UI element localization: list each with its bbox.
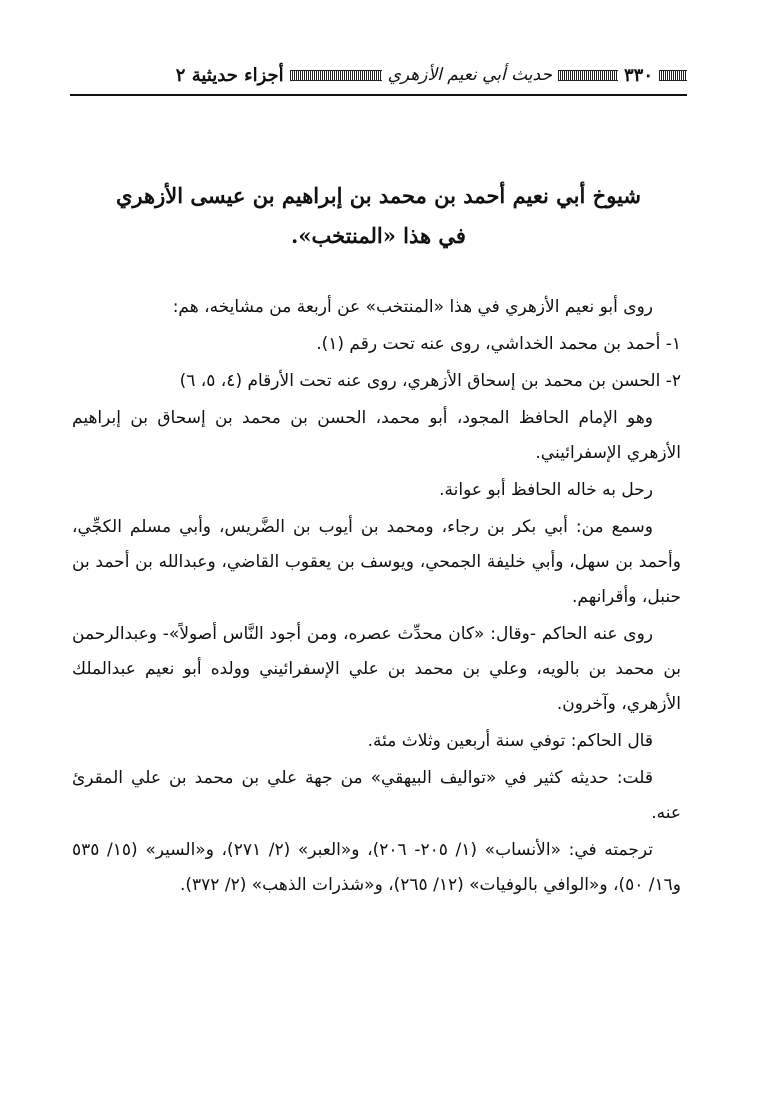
header-rule [70, 94, 687, 96]
list-item: ٢- الحسن بن محمد بن إسحاق الأزهري، روى عنه تحت الأرقام (٤، ٥، ٦) [179, 371, 681, 391]
book-title: حديث أبي نعيم الأزهري [387, 65, 552, 85]
bio-paragraph: قال الحاكم: توفي سنة أربعين وثلاث مئة. [367, 731, 653, 751]
bio-paragraph: روى عنه الحاكم -وقال: «كان محدِّث عصره، ومن أجود النَّاس أصولاً»- وعبدالرحمن بن محمد بن بالويه، وعلي بن محمد بن علي الإسفرائيني وولده أبو نعيم عبدالملك الأزهري، وآخرون. [72, 624, 681, 714]
intro-paragraph: روى أبو نعيم الأزهري في هذا «المنتخب» عن أربعة من مشايخه، هم: [172, 297, 653, 317]
bio-paragraph: وهو الإمام الحافظ المجود، أبو محمد، الحسن بن محمد بن إسحاق بن إبراهيم الأزهري الإسفرائيني. [72, 408, 681, 463]
header-ornament [659, 70, 687, 81]
running-header [70, 62, 687, 88]
bio-paragraph: وسمع من: أبي بكر بن رجاء، ومحمد بن أيوب بن الضَّريس، وأبي مسلم الكجِّي، وأحمد بن سهل، وأبي خليفة الجمحي، ويوسف بن يعقوب القاضي، وعبدالله بن أحمد بن حنبل، وأقرانهم. [72, 517, 681, 607]
bio-paragraph: قلت: حديثه كثير في «تواليف البيهقي» من جهة علي بن محمد بن علي المقرئ عنه. [72, 768, 681, 823]
header-ornament [558, 70, 618, 81]
collection-title: أجزاء حديثية ٢ [175, 64, 284, 86]
chapter-title-line-1: شيوخ أبي نعيم أحمد بن محمد بن إبراهيم بن عيسى الأزهري [116, 183, 641, 208]
chapter-title-line-2: في هذا «المنتخب». [291, 223, 466, 248]
header-ornament [290, 70, 382, 81]
page-number: ٣٣٠ [623, 64, 653, 86]
body-text [72, 290, 681, 905]
list-item: ١- أحمد بن محمد الخداشي، روى عنه تحت رقم (١). [316, 334, 681, 354]
bio-paragraph: رحل به خاله الحافظ أبو عوانة. [439, 480, 653, 500]
chapter-title [70, 176, 687, 256]
references-paragraph: ترجمته في: «الأنساب» (١/ ٢٠٥- ٢٠٦)، و«العبر» (٢/ ٢٧١)، و«السير» (١٥/ ٥٣٥ و١٦/ ٥٠)، و«الوافي بالوفيات» (١٢/ ٢٦٥)، و«شذرات الذهب» (٢/ ٣٧٢). [72, 840, 681, 895]
